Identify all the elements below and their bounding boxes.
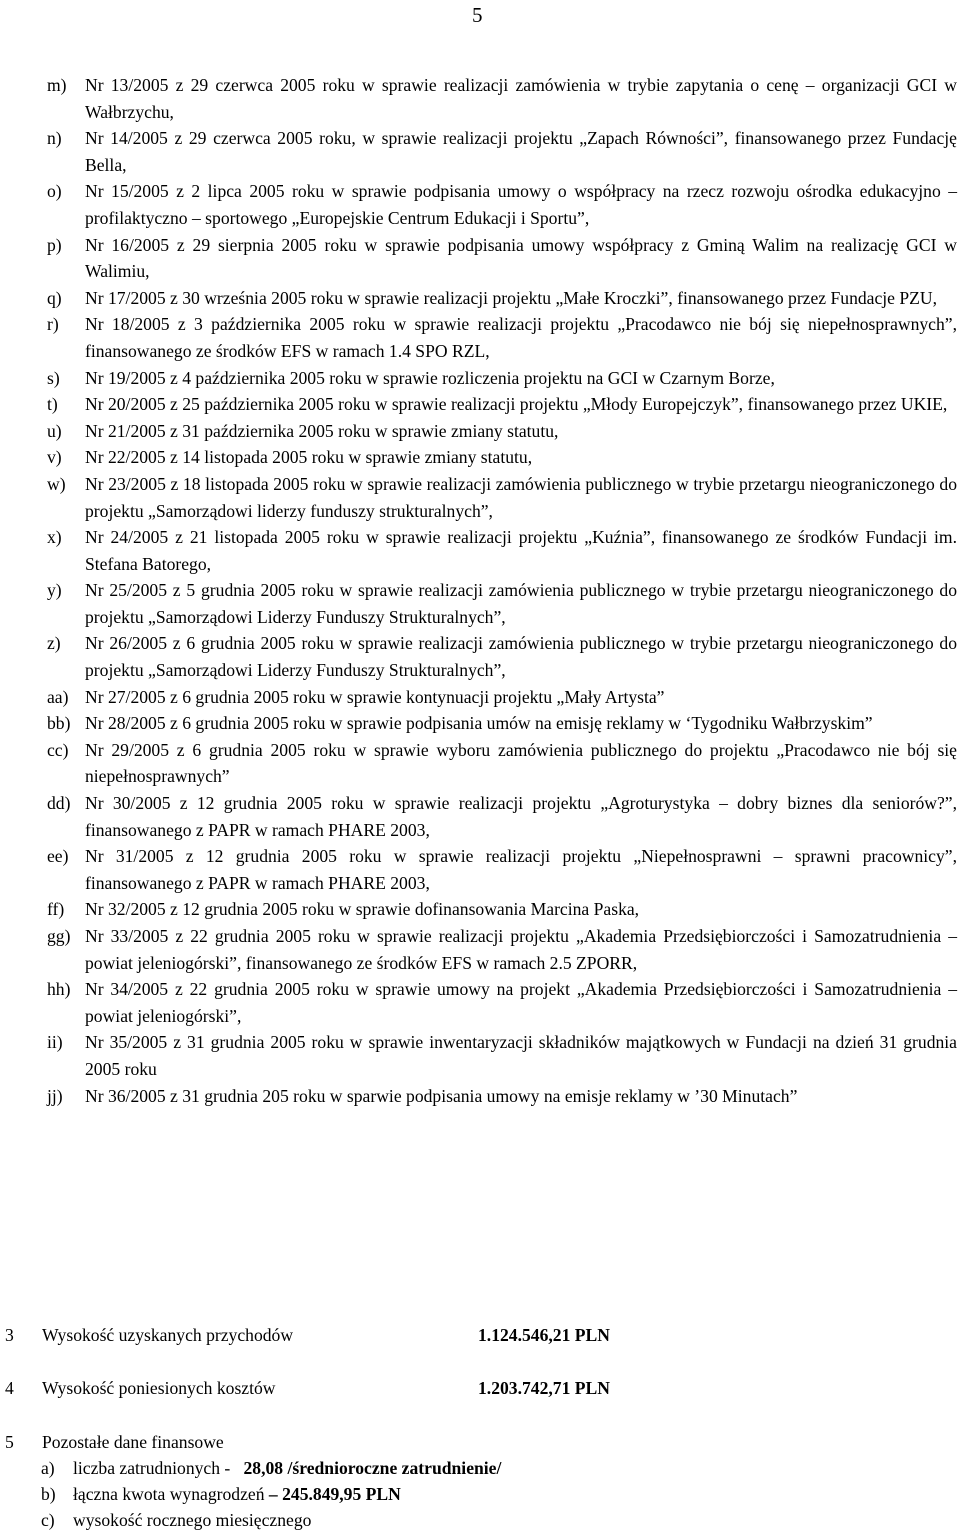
resolution-label: v) — [47, 447, 62, 468]
resolution-label: dd) — [47, 793, 71, 814]
resolution-item — [47, 684, 957, 711]
resolution-text: Nr 29/2005 z 6 grudnia 2005 roku w sprawie wyboru zamówienia publicznego do projektu „Pracodawco nie bój się niepełnosprawnych” — [85, 739, 957, 787]
resolution-text: Nr 16/2005 z 29 sierpnia 2005 roku w sprawie podpisania umowy współpracy z Gminą Walim na realizację GCI w Walimiu, — [85, 234, 957, 282]
page-number: 5 — [472, 3, 483, 27]
section-number: 4 — [5, 1378, 14, 1398]
resolution-item — [47, 737, 957, 790]
resolution-text: Nr 26/2005 z 6 grudnia 2005 roku w sprawie realizacji zamówienia publicznego w trybie przetargu nieograniczonego do projektu „Samorządowi Liderzy Funduszy Strukturalnych”, — [85, 633, 957, 681]
resolution-item — [47, 311, 957, 364]
resolution-item — [47, 843, 957, 896]
resolution-item — [47, 1029, 957, 1082]
resolution-text: Nr 34/2005 z 22 grudnia 2005 roku w sprawie umowy na projekt „Akademia Przedsiębiorczości i Samozatrudnienia – powiat jeleniogórski”, — [85, 979, 957, 1026]
sub-item-text: wysokość rocznego miesięcznego — [73, 1510, 312, 1530]
resolution-item — [47, 896, 957, 923]
sub-item-value: 28,08 /średnioroczne zatrudnienie/ — [243, 1458, 502, 1478]
resolution-item — [47, 1083, 957, 1110]
resolution-text: Nr 33/2005 z 22 grudnia 2005 roku w sprawie realizacji projektu „Akademia Przedsiębiorczości i Samozatrudnienia – powiat jeleniogórski”, finansowanego ze środków EFS w ramach 2.5 ZPORR, — [85, 926, 957, 973]
revenue-label: Wysokość uzyskanych przychodów — [42, 1325, 294, 1345]
section-number: 5 — [5, 1432, 14, 1452]
resolution-label: s) — [47, 367, 60, 388]
sub-item-label: a) — [41, 1458, 55, 1478]
resolution-text: Nr 20/2005 z 25 października 2005 roku w sprawie realizacji projektu „Młody Europejczyk”, finansowanego przez UKIE, — [85, 394, 948, 415]
resolution-text: Nr 17/2005 z 30 września 2005 roku w sprawie realizacji projektu „Małe Kroczki”, finansowanego przez Fundacje PZU, — [85, 287, 938, 308]
resolution-text: Nr 30/2005 z 12 grudnia 2005 roku w sprawie realizacji projektu „Agroturystyka – dobry biznes dla seniorów?”, finansowanego z PAPR w ramach PHARE 2003, — [85, 793, 957, 840]
resolution-label: t) — [47, 394, 58, 415]
resolution-label: jj) — [47, 1085, 63, 1106]
resolution-label: n) — [47, 128, 62, 149]
resolution-item — [47, 923, 957, 976]
sub-item-text: liczba zatrudnionych - — [73, 1458, 231, 1478]
revenue-value: 1.124.546,21 PLN — [478, 1325, 610, 1345]
resolution-label: u) — [47, 420, 62, 441]
resolution-item — [47, 72, 957, 125]
resolution-text: Nr 23/2005 z 18 listopada 2005 roku w sprawie realizacji zamówienia publicznego w trybie przetargu nieograniczonego do projektu „Samorządowi liderzy funduszy strukturalnych”, — [85, 473, 957, 521]
sub-item-text: łączna kwota wynagrodzeń — [73, 1484, 265, 1504]
other-finance-label: Pozostałe dane finansowe — [42, 1432, 224, 1452]
resolution-text: Nr 27/2005 z 6 grudnia 2005 roku w sprawie kontynuacji projektu „Mały Artysta” — [85, 686, 665, 707]
resolution-text: Nr 25/2005 z 5 grudnia 2005 roku w sprawie realizacji zamówienia publicznego w trybie przetargu nieograniczonego do projektu „Samorządowi Liderzy Funduszy Strukturalnych”, — [85, 580, 957, 627]
resolution-label: ii) — [47, 1032, 63, 1053]
resolution-item — [47, 976, 957, 1029]
finance-sub-item — [41, 1507, 901, 1533]
resolution-label: w) — [47, 473, 66, 494]
sub-item-label: c) — [41, 1510, 55, 1530]
resolution-text: Nr 28/2005 z 6 grudnia 2005 roku w sprawie podpisania umów na emisję reklamy w ‘Tygodniku Wałbrzyskim” — [85, 713, 873, 734]
resolution-label: m) — [47, 75, 67, 95]
resolution-item — [47, 391, 957, 418]
resolution-item — [47, 790, 957, 843]
resolution-item — [47, 577, 957, 630]
other-finance-items — [41, 1455, 901, 1533]
costs-value: 1.203.742,71 PLN — [478, 1378, 610, 1398]
sub-item-value: – 245.849,95 PLN — [268, 1484, 401, 1504]
resolution-item — [47, 524, 957, 577]
sub-item-label: b) — [41, 1484, 56, 1504]
resolution-label: q) — [47, 287, 62, 308]
resolution-text: Nr 35/2005 z 31 grudnia 2005 roku w sprawie inwentaryzacji składników majątkowych w Fundacji na dzień 31 grudnia 2005 roku — [85, 1032, 957, 1079]
finance-sub-item — [41, 1481, 901, 1507]
resolution-label: aa) — [47, 686, 69, 707]
resolution-text: Nr 19/2005 z 4 października 2005 roku w sprawie rozliczenia projektu na GCI w Czarnym Borze, — [85, 367, 775, 388]
resolution-item — [47, 232, 957, 285]
resolution-item — [47, 444, 957, 471]
resolution-label: gg) — [47, 926, 71, 946]
resolution-label: y) — [47, 580, 62, 601]
resolution-label: ee) — [47, 846, 69, 867]
resolution-text: Nr 18/2005 z 3 października 2005 roku w sprawie realizacji projektu „Pracodawco nie bój się niepełnosprawnych”, finansowanego ze środków EFS w ramach 1.4 SPO RZL, — [85, 314, 957, 361]
resolution-text: Nr 13/2005 z 29 czerwca 2005 roku w sprawie realizacji zamówienia w trybie zapytania o cenę – organizacji GCI w Wałbrzychu, — [85, 75, 957, 122]
resolution-item — [47, 125, 957, 178]
resolution-text: Nr 36/2005 z 31 grudnia 205 roku w sparwie podpisania umowy na emisje reklamy w ’30 Minutach” — [85, 1085, 798, 1106]
finance-sub-item — [41, 1455, 901, 1481]
resolution-text: Nr 22/2005 z 14 listopada 2005 roku w sprawie zmiany statutu, — [85, 447, 533, 468]
resolution-label: p) — [47, 234, 62, 255]
resolution-item — [47, 710, 957, 737]
resolution-item — [47, 365, 957, 392]
resolution-label: hh) — [47, 979, 71, 1000]
resolution-item — [47, 285, 957, 312]
resolution-text: Nr 14/2005 z 29 czerwca 2005 roku, w sprawie realizacji projektu „Zapach Równości”, finansowanego przez Fundację Bella, — [85, 128, 957, 175]
resolution-text: Nr 31/2005 z 12 grudnia 2005 roku w sprawie realizacji projektu „Niepełnosprawni – sprawni pracownicy”, finansowanego z PAPR w ramach PHARE 2003, — [85, 846, 957, 893]
resolution-text: Nr 21/2005 z 31 października 2005 roku w sprawie zmiany statutu, — [85, 420, 559, 441]
resolution-label: z) — [47, 633, 61, 654]
resolution-label: bb) — [47, 713, 71, 734]
resolution-item — [47, 178, 957, 231]
resolution-label: r) — [47, 314, 59, 335]
resolution-label: x) — [47, 527, 62, 548]
section-number: 3 — [5, 1325, 14, 1345]
resolution-text: Nr 32/2005 z 12 grudnia 2005 roku w sprawie dofinansowania Marcina Paska, — [85, 899, 640, 920]
resolution-label: o) — [47, 181, 62, 202]
resolutions-list — [47, 72, 957, 1109]
costs-label: Wysokość poniesionych kosztów — [42, 1378, 276, 1398]
resolution-item — [47, 471, 957, 524]
resolution-item — [47, 630, 957, 683]
resolution-label: cc) — [47, 739, 69, 760]
resolution-item — [47, 418, 957, 445]
resolution-text: Nr 24/2005 z 21 listopada 2005 roku w sprawie realizacji projektu „Kuźnia”, finansowanego ze środków Fundacji im. Stefana Batorego, — [85, 527, 957, 574]
resolution-label: ff) — [47, 899, 65, 920]
resolution-text: Nr 15/2005 z 2 lipca 2005 roku w sprawie podpisania umowy o współpracy na rzecz rozwoju ośrodka edukacyjno – profilaktyczno – sportowego „Europejskie Centrum Edukacji i Sportu”, — [85, 181, 957, 228]
